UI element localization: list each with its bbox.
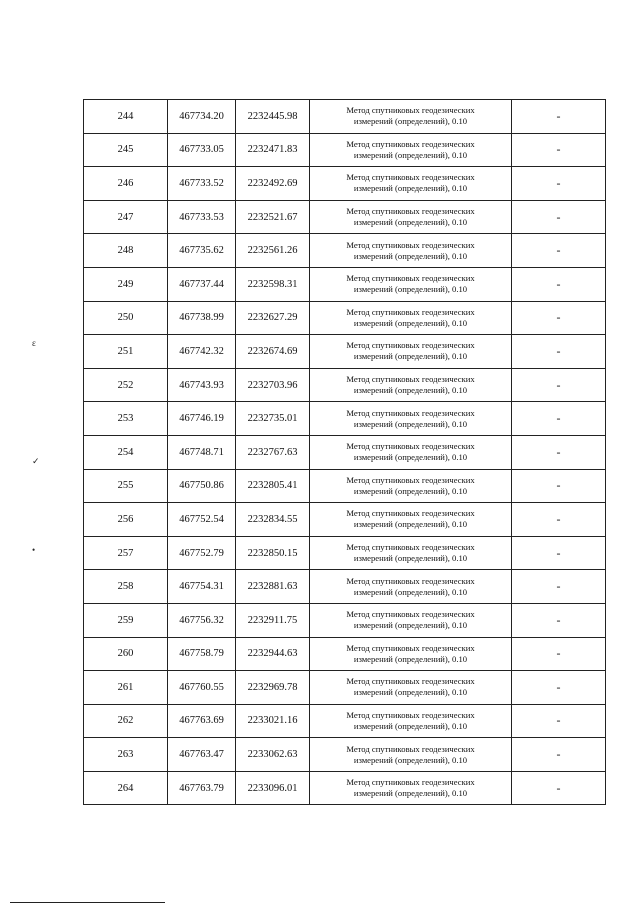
- coordinates-table: [83, 99, 606, 805]
- table-row: [84, 234, 606, 268]
- point-number-cell: 259: [84, 603, 168, 637]
- margin-mark: ɛ: [32, 338, 36, 348]
- table-row: [84, 200, 606, 234]
- note-cell: -: [512, 368, 606, 402]
- y-coordinate-cell: 2232521.67: [236, 200, 310, 234]
- point-number-cell: 247: [84, 200, 168, 234]
- y-coordinate-cell: 2232881.63: [236, 570, 310, 604]
- x-coordinate-cell: 467750.86: [168, 469, 236, 503]
- point-number-cell: 254: [84, 435, 168, 469]
- method-line-2: измерений (определений), 0.10: [353, 452, 468, 463]
- point-number-cell: 260: [84, 637, 168, 671]
- method-line-1: Метод спутниковых геодезических: [346, 474, 475, 485]
- table-row: [84, 771, 606, 805]
- method-line-2: измерений (определений), 0.10: [353, 519, 468, 530]
- method-line-1: Метод спутниковых геодезических: [346, 709, 475, 720]
- method-line-2: измерений (определений), 0.10: [353, 687, 468, 698]
- x-coordinate-cell: 467752.54: [168, 503, 236, 537]
- method-cell: [310, 335, 512, 369]
- note-cell: -: [512, 100, 606, 134]
- method-line-2: измерений (определений), 0.10: [353, 620, 468, 631]
- x-coordinate-cell: 467738.99: [168, 301, 236, 335]
- method-cell: [310, 704, 512, 738]
- method-cell: [310, 603, 512, 637]
- method-cell: [310, 671, 512, 705]
- x-coordinate-cell: 467760.55: [168, 671, 236, 705]
- method-line-2: измерений (определений), 0.10: [353, 586, 468, 597]
- note-cell: -: [512, 771, 606, 805]
- x-coordinate-cell: 467763.79: [168, 771, 236, 805]
- note-cell: -: [512, 267, 606, 301]
- point-number-cell: 250: [84, 301, 168, 335]
- note-cell: -: [512, 301, 606, 335]
- x-coordinate-cell: 467737.44: [168, 267, 236, 301]
- note-cell: -: [512, 335, 606, 369]
- method-cell: [310, 771, 512, 805]
- method-line-2: измерений (определений), 0.10: [353, 385, 468, 396]
- method-line-1: Метод спутниковых геодезических: [346, 138, 475, 149]
- method-line-1: Метод спутниковых геодезических: [346, 407, 475, 418]
- y-coordinate-cell: 2232703.96: [236, 368, 310, 402]
- y-coordinate-cell: 2232445.98: [236, 100, 310, 134]
- y-coordinate-cell: 2232627.29: [236, 301, 310, 335]
- x-coordinate-cell: 467735.62: [168, 234, 236, 268]
- table-row: [84, 536, 606, 570]
- method-cell: [310, 570, 512, 604]
- table-row: [84, 435, 606, 469]
- point-number-cell: 262: [84, 704, 168, 738]
- table-row: [84, 133, 606, 167]
- method-line-2: измерений (определений), 0.10: [353, 217, 468, 228]
- method-cell: [310, 368, 512, 402]
- method-cell: [310, 200, 512, 234]
- table-row: [84, 301, 606, 335]
- x-coordinate-cell: 467733.53: [168, 200, 236, 234]
- point-number-cell: 249: [84, 267, 168, 301]
- point-number-cell: 257: [84, 536, 168, 570]
- note-cell: -: [512, 704, 606, 738]
- table-row: [84, 335, 606, 369]
- method-line-2: измерений (определений), 0.10: [353, 418, 468, 429]
- method-line-1: Метод спутниковых геодезических: [346, 441, 475, 452]
- method-line-1: Метод спутниковых геодезических: [346, 239, 475, 250]
- margin-mark: ✓: [32, 456, 40, 466]
- point-number-cell: 255: [84, 469, 168, 503]
- method-cell: [310, 637, 512, 671]
- x-coordinate-cell: 467733.52: [168, 167, 236, 201]
- method-line-2: измерений (определений), 0.10: [353, 754, 468, 765]
- method-line-2: измерений (определений), 0.10: [353, 485, 468, 496]
- method-cell: [310, 469, 512, 503]
- y-coordinate-cell: 2233021.16: [236, 704, 310, 738]
- method-cell: [310, 133, 512, 167]
- method-line-2: измерений (определений), 0.10: [353, 149, 468, 160]
- note-cell: -: [512, 536, 606, 570]
- x-coordinate-cell: 467742.32: [168, 335, 236, 369]
- y-coordinate-cell: 2232674.69: [236, 335, 310, 369]
- method-cell: [310, 435, 512, 469]
- y-coordinate-cell: 2232561.26: [236, 234, 310, 268]
- method-line-2: измерений (определений), 0.10: [353, 351, 468, 362]
- y-coordinate-cell: 2232834.55: [236, 503, 310, 537]
- y-coordinate-cell: 2232911.75: [236, 603, 310, 637]
- y-coordinate-cell: 2232850.15: [236, 536, 310, 570]
- point-number-cell: 258: [84, 570, 168, 604]
- table-row: [84, 570, 606, 604]
- x-coordinate-cell: 467734.20: [168, 100, 236, 134]
- x-coordinate-cell: 467758.79: [168, 637, 236, 671]
- method-line-1: Метод спутниковых геодезических: [346, 172, 475, 183]
- point-number-cell: 253: [84, 402, 168, 436]
- table-row: [84, 368, 606, 402]
- method-line-2: измерений (определений), 0.10: [353, 317, 468, 328]
- method-line-1: Метод спутниковых геодезических: [346, 273, 475, 284]
- point-number-cell: 245: [84, 133, 168, 167]
- method-cell: [310, 100, 512, 134]
- x-coordinate-cell: 467754.31: [168, 570, 236, 604]
- method-cell: [310, 402, 512, 436]
- method-cell: [310, 267, 512, 301]
- y-coordinate-cell: 2232471.83: [236, 133, 310, 167]
- method-line-2: измерений (определений), 0.10: [353, 116, 468, 127]
- x-coordinate-cell: 467746.19: [168, 402, 236, 436]
- table-row: [84, 738, 606, 772]
- y-coordinate-cell: 2232944.63: [236, 637, 310, 671]
- x-coordinate-cell: 467733.05: [168, 133, 236, 167]
- method-line-2: измерений (определений), 0.10: [353, 553, 468, 564]
- note-cell: -: [512, 200, 606, 234]
- note-cell: -: [512, 503, 606, 537]
- y-coordinate-cell: 2232805.41: [236, 469, 310, 503]
- method-line-1: Метод спутниковых геодезических: [346, 676, 475, 687]
- table-row: [84, 100, 606, 134]
- x-coordinate-cell: 467743.93: [168, 368, 236, 402]
- point-number-cell: 252: [84, 368, 168, 402]
- note-cell: -: [512, 435, 606, 469]
- method-cell: [310, 738, 512, 772]
- method-line-1: Метод спутниковых геодезических: [346, 508, 475, 519]
- point-number-cell: 251: [84, 335, 168, 369]
- method-line-1: Метод спутниковых геодезических: [346, 777, 475, 788]
- method-cell: [310, 167, 512, 201]
- method-line-2: измерений (определений), 0.10: [353, 250, 468, 261]
- method-line-2: измерений (определений), 0.10: [353, 720, 468, 731]
- note-cell: -: [512, 603, 606, 637]
- method-line-2: измерений (определений), 0.10: [353, 653, 468, 664]
- table-row: [84, 469, 606, 503]
- table-row: [84, 637, 606, 671]
- table-row: [84, 267, 606, 301]
- method-cell: [310, 301, 512, 335]
- note-cell: -: [512, 167, 606, 201]
- method-cell: [310, 503, 512, 537]
- note-cell: -: [512, 234, 606, 268]
- x-coordinate-cell: 467756.32: [168, 603, 236, 637]
- y-coordinate-cell: 2232598.31: [236, 267, 310, 301]
- coordinates-table-body: [84, 100, 606, 805]
- note-cell: -: [512, 402, 606, 436]
- y-coordinate-cell: 2232969.78: [236, 671, 310, 705]
- y-coordinate-cell: 2233096.01: [236, 771, 310, 805]
- point-number-cell: 244: [84, 100, 168, 134]
- note-cell: -: [512, 570, 606, 604]
- point-number-cell: 263: [84, 738, 168, 772]
- method-line-1: Метод спутниковых геодезических: [346, 105, 475, 116]
- method-line-2: измерений (определений), 0.10: [353, 788, 468, 799]
- x-coordinate-cell: 467748.71: [168, 435, 236, 469]
- point-number-cell: 248: [84, 234, 168, 268]
- x-coordinate-cell: 467752.79: [168, 536, 236, 570]
- method-line-1: Метод спутниковых геодезических: [346, 743, 475, 754]
- note-cell: -: [512, 738, 606, 772]
- table-row: [84, 402, 606, 436]
- method-cell: [310, 536, 512, 570]
- footnote-divider: [10, 902, 165, 903]
- method-cell: [310, 234, 512, 268]
- point-number-cell: 261: [84, 671, 168, 705]
- method-line-1: Метод спутниковых геодезических: [346, 374, 475, 385]
- note-cell: -: [512, 133, 606, 167]
- table-row: [84, 603, 606, 637]
- note-cell: -: [512, 637, 606, 671]
- method-line-1: Метод спутниковых геодезических: [346, 609, 475, 620]
- table-row: [84, 671, 606, 705]
- method-line-1: Метод спутниковых геодезических: [346, 575, 475, 586]
- table-row: [84, 704, 606, 738]
- method-line-1: Метод спутниковых геодезических: [346, 306, 475, 317]
- point-number-cell: 256: [84, 503, 168, 537]
- y-coordinate-cell: 2233062.63: [236, 738, 310, 772]
- method-line-2: измерений (определений), 0.10: [353, 183, 468, 194]
- method-line-1: Метод спутниковых геодезических: [346, 206, 475, 217]
- y-coordinate-cell: 2232767.63: [236, 435, 310, 469]
- point-number-cell: 264: [84, 771, 168, 805]
- y-coordinate-cell: 2232492.69: [236, 167, 310, 201]
- margin-mark: •: [32, 545, 36, 555]
- method-line-2: измерений (определений), 0.10: [353, 284, 468, 295]
- note-cell: -: [512, 469, 606, 503]
- x-coordinate-cell: 467763.47: [168, 738, 236, 772]
- point-number-cell: 246: [84, 167, 168, 201]
- method-line-1: Метод спутниковых геодезических: [346, 642, 475, 653]
- x-coordinate-cell: 467763.69: [168, 704, 236, 738]
- table-row: [84, 503, 606, 537]
- y-coordinate-cell: 2232735.01: [236, 402, 310, 436]
- note-cell: -: [512, 671, 606, 705]
- method-line-1: Метод спутниковых геодезических: [346, 542, 475, 553]
- method-line-1: Метод спутниковых геодезических: [346, 340, 475, 351]
- table-row: [84, 167, 606, 201]
